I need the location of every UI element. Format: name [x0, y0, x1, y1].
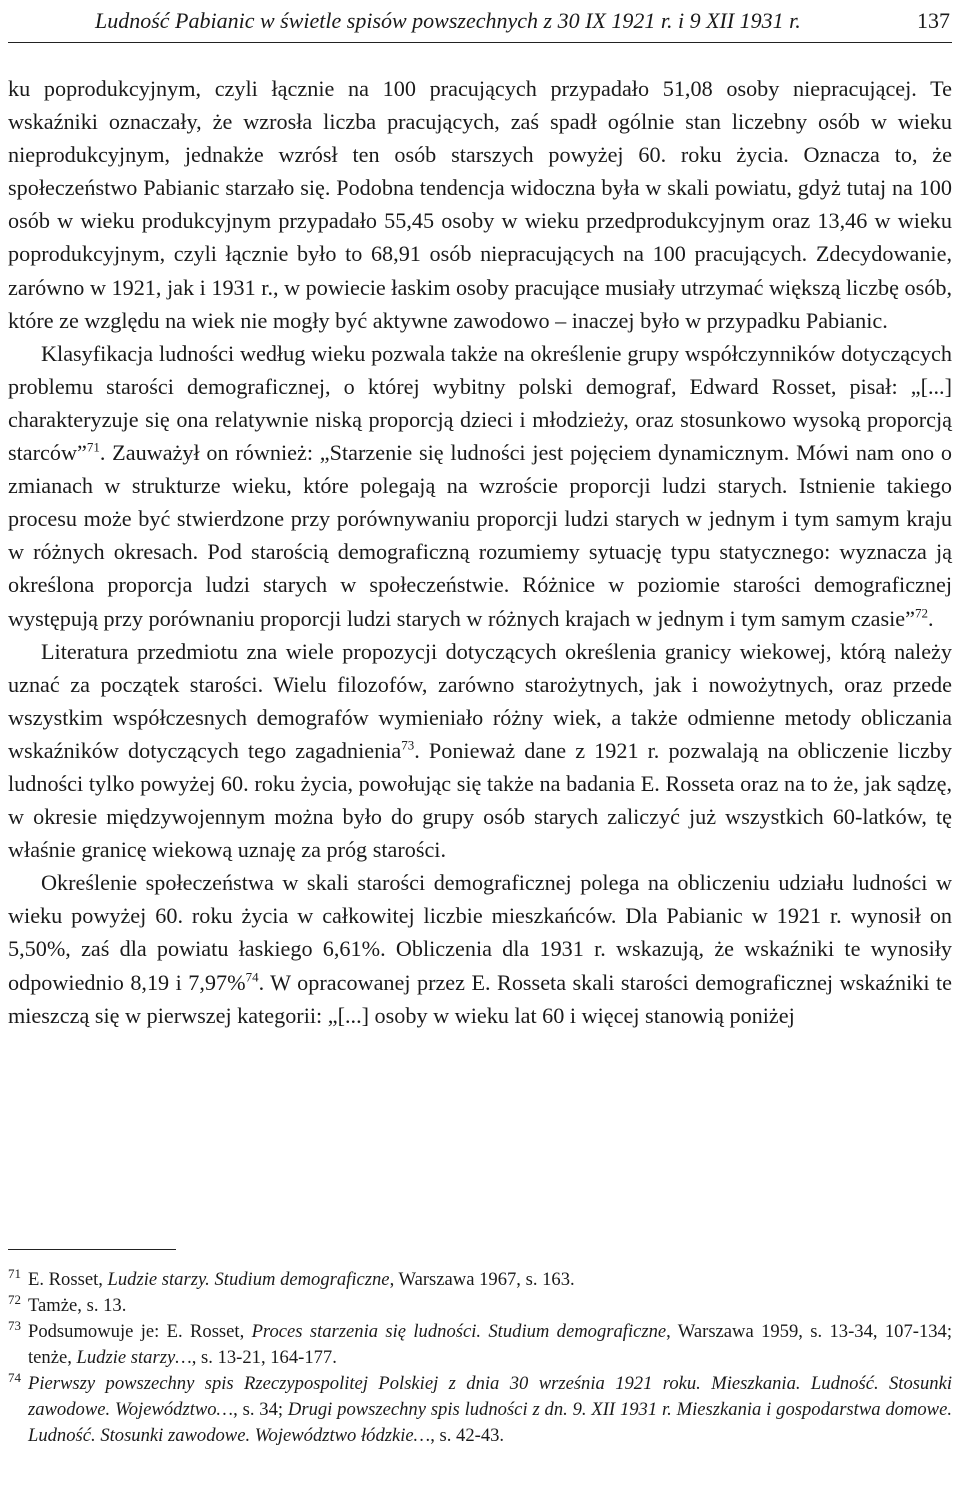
footnote-73-text-a: Podsumowuje je: E. Rosset, — [28, 1321, 252, 1342]
footnote-number: 72 — [8, 1292, 21, 1307]
footnotes — [8, 1267, 952, 1449]
footnote-text — [28, 1267, 952, 1293]
footnote-71-title: Ludzie starzy. Studium demograficzne — [107, 1269, 390, 1290]
footnote-73-title-2: Ludzie starzy… — [76, 1347, 192, 1368]
footnote-71-text-a: E. Rosset, — [28, 1269, 108, 1290]
paragraph-1 — [8, 72, 952, 337]
paragraph-2-text-b: . Zauważył on również: „Starzenie się ludności jest pojęciem dynamicznym. Mówi nam ono o zmianach w strukturze wieku, które polegają na wzroście proporcji ludzi starych. Istnienie takiego procesu może być stwierdzone przy porównywaniu proporcji ludzi starych w jednym i tym samym kraju w różnych okresach. Pod starością demograficzną rozumiemy sytuację typu statycznego: wyznacza ją określona proporcja ludzi starych w społeczeństwie. Różnice w poziomie starości demograficznej występują przy porównaniu proporcji ludzi starych w różnych krajach w jednym i tym samym czasie” — [8, 440, 952, 631]
paragraph-3-text-b: . Ponieważ dane z 1921 r. pozwalają na obliczenie liczby ludności tylko powyżej 60. roku życia, powołując się także na badania E. Rosseta oraz na to że, jak sądzę, w okresie międzywojennym można było do grupy osób starych zaliczyć już wszystkich 60-latków, tę właśnie granicę wiekową uznaję za próg starości. — [8, 737, 952, 863]
footnote-74-text-b: , s. 42-43. — [430, 1425, 505, 1446]
paragraph-3 — [8, 635, 952, 867]
page-number: 137 — [917, 8, 950, 33]
footnote-74-text-a: , s. 34; — [233, 1399, 288, 1420]
footnote-ref-73[interactable]: 73 — [401, 737, 415, 753]
running-title: Ludność Pabianic w świetle spisów powszechnych z 30 IX 1921 r. i 9 XII 1931 r. — [95, 8, 801, 33]
footnote-text — [28, 1293, 952, 1319]
footnote-74-title-2: Drugi powszechny spis ludności z dn. 9. XII 1931 r. Mieszkania i gospodarstwa domowe. Ludność. Stosunki zawodowe. Województwo łódzkie… — [28, 1399, 952, 1446]
paragraph-1-text: ku poprodukcyjnym, czyli łącznie na 100 pracujących przypadało 51,08 osoby niepracującej. Te wskaźniki oznaczały, że wzrosła liczba pracujących, zaś spadł ogólnie stan liczebny osób w wieku nieprodukcyjnym, jednakże wzrósł ten osób starszych powyżej 60. roku życia. Oznacza to, że społeczeństwo Pabianic starzało się. Podobna tendencja widoczna była w skali powiatu, gdyż tutaj na 100 osób w wieku produkcyjnym przypadało 55,45 osoby w wieku przedprodukcyjnym oraz 13,46 w wieku poprodukcyjnym, czyli łącznie było to 68,91 osób niepracujących na 100 pracujących. Zdecydowanie, zarówno w 1921, jak i 1931 r., w powiecie łaskim osoby pracujące musiały utrzymać większą liczbę osób, które ze względu na wiek nie mogły być aktywne zawodowo – inaczej było w przypadku Pabianic. — [8, 76, 952, 333]
footnote-71-text-b: , Warszawa 1967, s. 163. — [389, 1269, 575, 1290]
footnote-ref-71[interactable]: 71 — [86, 439, 100, 455]
paragraph-4 — [8, 866, 952, 1031]
paragraph-2-text-a: Klasyfikacja ludności według wieku pozwala także na określenie grupy współczynników dotyczących problemu starości demograficznej, o której wybitny polski demograf, Edward Rosset, pisał: „[...] charakteryzuje się ona relatywnie niską proporcją dzieci i młodzieży, oraz stosunkowo wysoką proporcją starców” — [8, 340, 952, 466]
footnote-text — [28, 1319, 952, 1371]
footnote-74-title-1: Pierwszy powszechny spis Rzeczypospolitej Polskiej z dnia 30 września 1921 roku. Mieszkania. Ludność. Stosunki zawodowe. Województwo… — [28, 1373, 952, 1420]
paragraph-2-text-c: . — [927, 605, 934, 631]
footnote-74 — [8, 1371, 952, 1449]
footnote-text — [28, 1371, 952, 1449]
footnote-73-text-c: , s. 13-21, 164-177. — [191, 1347, 337, 1368]
footnote-ref-74[interactable]: 74 — [245, 969, 259, 985]
paragraph-4-text-a: Określenie społeczeństwa w skali starości demograficznej polega na obliczeniu udziału ludności w wieku powyżej 60. roku życia w całkowitej liczbie mieszkańców. Dla Pabianic w 1921 r. wynosił on 5,50%, zaś dla powiatu łaskiego 6,61%. Obliczenia dla 1931 r. wskazują, że wskaźniki te wynosiły odpowiednio 8,19 i 7,97% — [8, 870, 952, 995]
paragraph-3-text-a: Literatura przedmiotu zna wiele propozycji dotyczących określenia granicy wiekowej, którą należy uznać za początek starości. Wielu filozofów, zarówno starożytnych, jak i nowożytnych, oraz przede wszystkim współczesnych demografów wymieniało różny wiek, a także odmienne metody obliczania wskaźników dotyczących tego zagadnienia — [8, 638, 952, 763]
footnote-number: 71 — [8, 1266, 21, 1281]
paragraph-2 — [8, 337, 952, 635]
footnote-number: 74 — [8, 1370, 21, 1385]
paragraph-4-text-b: . W opracowanej przez E. Rosseta skali starości demograficznej wskaźniki te mieszczą się w pierwszej kategorii: „[...] osoby w wieku lat 60 i więcej stanowią poniżej — [8, 969, 953, 1028]
footnote-72 — [8, 1293, 952, 1319]
footnote-73 — [8, 1319, 952, 1371]
footnote-71 — [8, 1267, 952, 1293]
running-header — [8, 6, 952, 43]
footnote-72-text-a: Tamże, s. 13. — [28, 1295, 127, 1316]
footnote-73-title-1: Proces starzenia się ludności. Studium demograficzne — [251, 1321, 667, 1342]
footnote-number: 73 — [8, 1318, 21, 1333]
footnote-73-text-b: , Warszawa 1959, s. 13-34, 107-134; tenże, — [28, 1321, 952, 1368]
main-text — [8, 72, 952, 1032]
footnote-ref-72[interactable]: 72 — [914, 605, 928, 621]
footnote-divider — [8, 1249, 176, 1250]
